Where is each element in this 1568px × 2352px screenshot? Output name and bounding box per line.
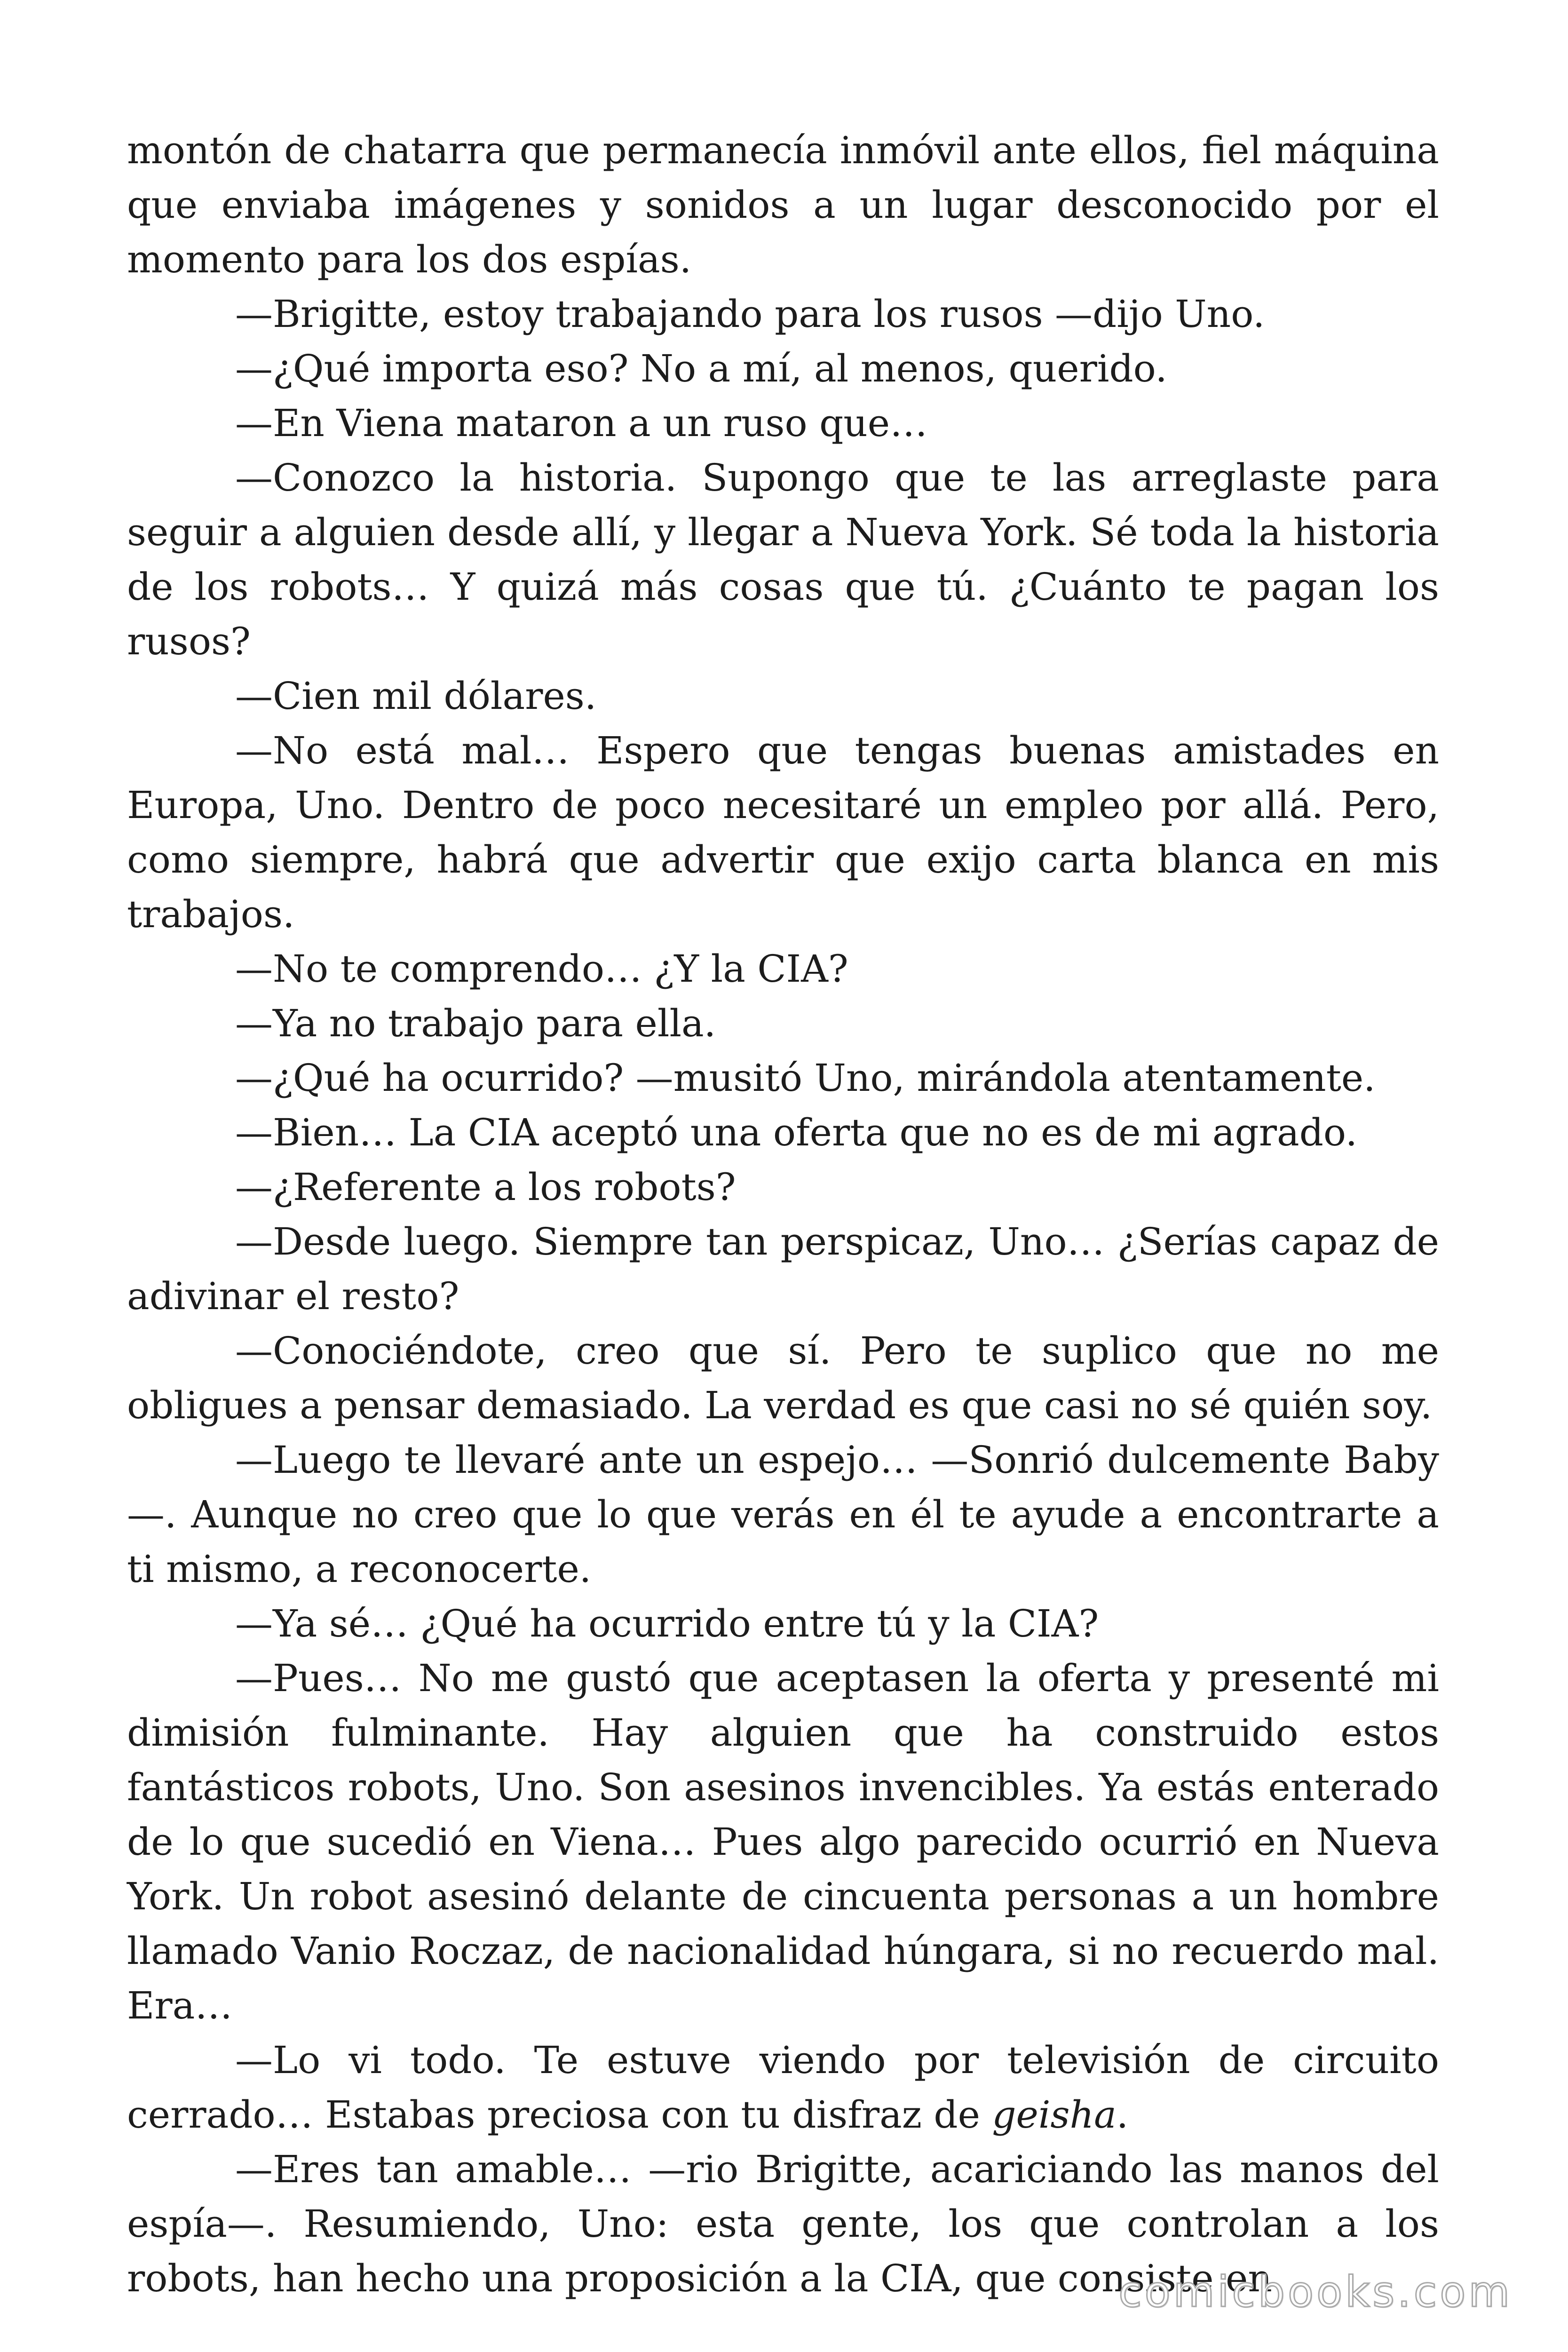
- paragraph: —Cien mil dólares.: [235, 674, 597, 718]
- paragraph: —En Viena mataron a un ruso que…: [235, 401, 928, 445]
- paragraph-text: —Lo vi todo. Te estuve viendo por televisión de circuito cerrado… Estabas preciosa con tu disfraz de: [127, 2038, 1439, 2137]
- paragraph: —Ya no trabajo para ella.: [235, 1001, 716, 1045]
- emphasis-text: geisha: [992, 2093, 1117, 2137]
- paragraph: —Ya sé… ¿Qué ha ocurrido entre tú y la CIA?: [235, 1602, 1099, 1645]
- paragraph: —Conociéndote, creo que sí. Pero te suplico que no me obligues a pensar demasiado. La verdad es que casi no sé quién soy.: [127, 1329, 1439, 1427]
- paragraph: —¿Qué importa eso? No a mí, al menos, querido.: [235, 347, 1167, 390]
- paragraph: —Bien… La CIA aceptó una oferta que no es de mi agrado.: [235, 1111, 1358, 1154]
- paragraph: —¿Qué ha ocurrido? —musitó Uno, mirándola atentamente.: [235, 1056, 1376, 1100]
- paragraph-text-end: .: [1116, 2093, 1129, 2137]
- paragraph: [127, 2033, 1439, 2142]
- paragraph: —Pues… No me gustó que aceptasen la oferta y presenté mi dimisión fulminante. Hay alguien que ha construido estos fantásticos robots, Uno. Son asesinos invencibles. Ya estás enterado de lo que sucedió en Viena… Pues algo parecido ocurrió en Nueva York. Un robot asesinó delante de cincuenta personas a un hombre llamado Vanio Roczaz, de nacionalidad húngara, si no recuerdo mal. Era…: [127, 1656, 1439, 2027]
- paragraph: —Desde luego. Siempre tan perspicaz, Uno… ¿Serías capaz de adivinar el resto?: [127, 1220, 1439, 1318]
- watermark-logo: comicbooks.com: [1118, 2267, 1513, 2317]
- book-page-text: [127, 123, 1439, 2306]
- paragraph: —Eres tan amable… —rio Brigitte, acariciando las manos del espía—. Resumiendo, Uno: esta gente, los que controlan a los robots, han hecho una proposición a la CIA, que consiste en: [127, 2147, 1439, 2300]
- paragraph: —Brigitte, estoy trabajando para los rusos —dijo Uno.: [235, 292, 1265, 336]
- paragraph: —No te comprendo… ¿Y la CIA?: [235, 947, 848, 991]
- paragraph: —Conozco la historia. Supongo que te las arreglaste para seguir a alguien desde allí, y llegar a Nueva York. Sé toda la historia de los robots… Y quizá más cosas que tú. ¿Cuánto te pagan los rusos?: [127, 456, 1439, 663]
- paragraph: —Luego te llevaré ante un espejo… —Sonrió dulcemente Baby —. Aunque no creo que lo que verás en él te ayude a encontrarte a ti mismo, a reconocerte.: [127, 1438, 1439, 1591]
- paragraph: —No está mal… Espero que tengas buenas amistades en Europa, Uno. Dentro de poco necesitaré un empleo por allá. Pero, como siempre, habrá que advertir que exijo carta blanca en mis trabajos.: [127, 729, 1439, 936]
- paragraph: montón de chatarra que permanecía inmóvil ante ellos, fiel máquina que enviaba imágenes y sonidos a un lugar desconocido por el momento para los dos espías.: [127, 128, 1439, 281]
- paragraph: —¿Referente a los robots?: [235, 1165, 736, 1209]
